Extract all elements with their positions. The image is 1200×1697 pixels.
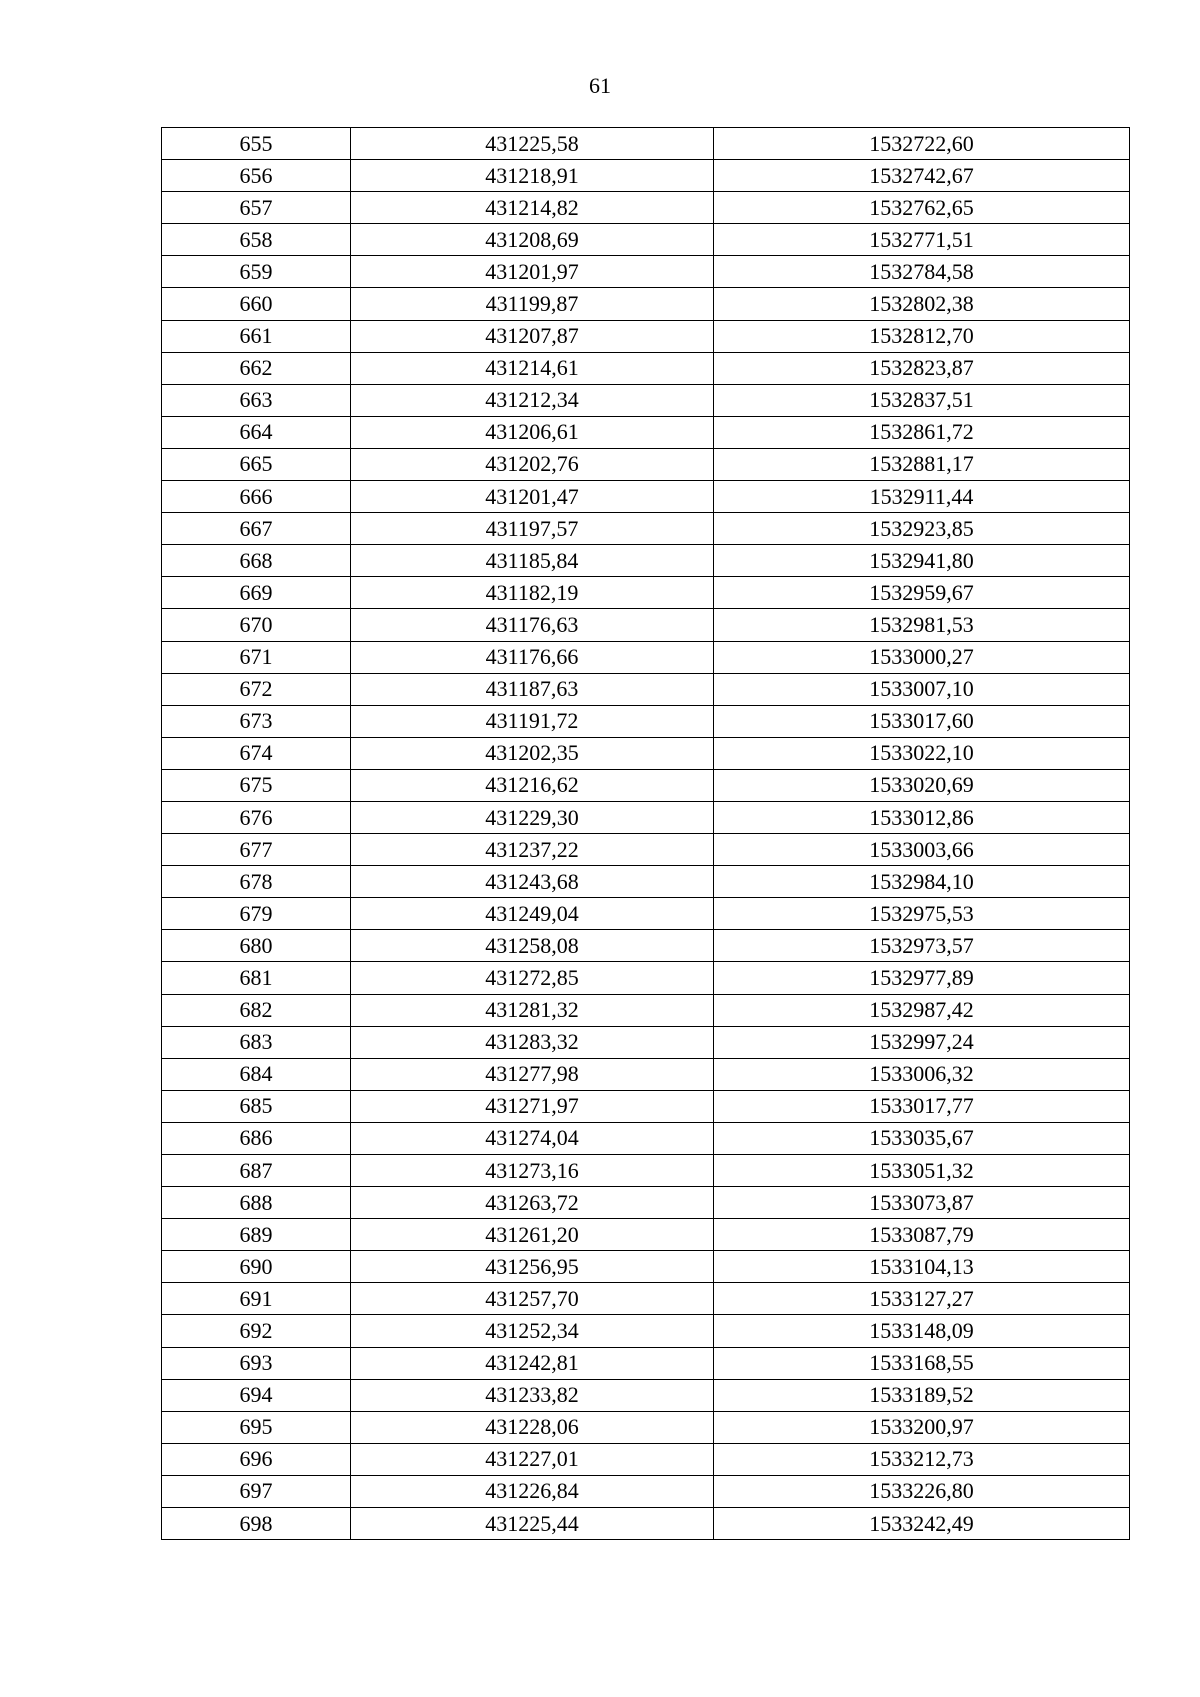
x-coordinate-cell: 431272,85 <box>351 962 714 994</box>
point-number-cell: 680 <box>162 930 351 962</box>
point-number-cell: 683 <box>162 1026 351 1058</box>
table-row <box>162 416 1130 448</box>
table-row <box>162 1379 1130 1411</box>
y-coordinate-cell: 1533200,97 <box>714 1411 1130 1443</box>
x-coordinate-cell: 431263,72 <box>351 1187 714 1219</box>
table-row <box>162 737 1130 769</box>
point-number-cell: 695 <box>162 1411 351 1443</box>
point-number-cell: 690 <box>162 1251 351 1283</box>
x-coordinate-cell: 431227,01 <box>351 1443 714 1475</box>
x-coordinate-cell: 431187,63 <box>351 673 714 705</box>
point-number-cell: 697 <box>162 1475 351 1507</box>
table-row <box>162 866 1130 898</box>
table-row <box>162 577 1130 609</box>
point-number-cell: 670 <box>162 609 351 641</box>
table-row <box>162 1443 1130 1475</box>
y-coordinate-cell: 1532911,44 <box>714 481 1130 513</box>
point-number-cell: 677 <box>162 834 351 866</box>
y-coordinate-cell: 1532742,67 <box>714 160 1130 192</box>
x-coordinate-cell: 431233,82 <box>351 1379 714 1411</box>
point-number-cell: 674 <box>162 737 351 769</box>
x-coordinate-cell: 431274,04 <box>351 1122 714 1154</box>
table-row <box>162 384 1130 416</box>
coordinates-table <box>161 127 1130 1540</box>
point-number-cell: 698 <box>162 1508 351 1540</box>
y-coordinate-cell: 1532997,24 <box>714 1026 1130 1058</box>
point-number-cell: 657 <box>162 192 351 224</box>
table-row <box>162 609 1130 641</box>
point-number-cell: 685 <box>162 1090 351 1122</box>
point-number-cell: 667 <box>162 513 351 545</box>
y-coordinate-cell: 1532881,17 <box>714 448 1130 480</box>
y-coordinate-cell: 1533087,79 <box>714 1219 1130 1251</box>
point-number-cell: 666 <box>162 481 351 513</box>
y-coordinate-cell: 1532837,51 <box>714 384 1130 416</box>
point-number-cell: 696 <box>162 1443 351 1475</box>
point-number-cell: 692 <box>162 1315 351 1347</box>
table-row <box>162 705 1130 737</box>
x-coordinate-cell: 431281,32 <box>351 994 714 1026</box>
coordinates-table-body <box>162 128 1130 1540</box>
table-row <box>162 801 1130 833</box>
point-number-cell: 686 <box>162 1122 351 1154</box>
table-row <box>162 769 1130 801</box>
table-row <box>162 1026 1130 1058</box>
x-coordinate-cell: 431229,30 <box>351 801 714 833</box>
x-coordinate-cell: 431218,91 <box>351 160 714 192</box>
table-row <box>162 160 1130 192</box>
y-coordinate-cell: 1532941,80 <box>714 545 1130 577</box>
table-row <box>162 288 1130 320</box>
y-coordinate-cell: 1533020,69 <box>714 769 1130 801</box>
point-number-cell: 656 <box>162 160 351 192</box>
y-coordinate-cell: 1533017,77 <box>714 1090 1130 1122</box>
point-number-cell: 678 <box>162 866 351 898</box>
point-number-cell: 684 <box>162 1058 351 1090</box>
y-coordinate-cell: 1532722,60 <box>714 128 1130 160</box>
table-row <box>162 1219 1130 1251</box>
table-row <box>162 513 1130 545</box>
x-coordinate-cell: 431243,68 <box>351 866 714 898</box>
table-row <box>162 1347 1130 1379</box>
x-coordinate-cell: 431202,76 <box>351 448 714 480</box>
table-row <box>162 1475 1130 1507</box>
table-row <box>162 545 1130 577</box>
table-row <box>162 673 1130 705</box>
table-row <box>162 641 1130 673</box>
point-number-cell: 664 <box>162 416 351 448</box>
x-coordinate-cell: 431252,34 <box>351 1315 714 1347</box>
y-coordinate-cell: 1533127,27 <box>714 1283 1130 1315</box>
y-coordinate-cell: 1532975,53 <box>714 898 1130 930</box>
x-coordinate-cell: 431273,16 <box>351 1155 714 1187</box>
table-row <box>162 320 1130 352</box>
y-coordinate-cell: 1532987,42 <box>714 994 1130 1026</box>
y-coordinate-cell: 1533000,27 <box>714 641 1130 673</box>
x-coordinate-cell: 431201,97 <box>351 256 714 288</box>
point-number-cell: 673 <box>162 705 351 737</box>
x-coordinate-cell: 431207,87 <box>351 320 714 352</box>
y-coordinate-cell: 1533212,73 <box>714 1443 1130 1475</box>
x-coordinate-cell: 431176,63 <box>351 609 714 641</box>
y-coordinate-cell: 1532771,51 <box>714 224 1130 256</box>
x-coordinate-cell: 431176,66 <box>351 641 714 673</box>
point-number-cell: 679 <box>162 898 351 930</box>
point-number-cell: 682 <box>162 994 351 1026</box>
y-coordinate-cell: 1532977,89 <box>714 962 1130 994</box>
table-row <box>162 994 1130 1026</box>
table-row <box>162 1251 1130 1283</box>
page-number: 61 <box>589 73 611 98</box>
y-coordinate-cell: 1533017,60 <box>714 705 1130 737</box>
x-coordinate-cell: 431277,98 <box>351 1058 714 1090</box>
x-coordinate-cell: 431182,19 <box>351 577 714 609</box>
table-row <box>162 128 1130 160</box>
x-coordinate-cell: 431212,34 <box>351 384 714 416</box>
point-number-cell: 671 <box>162 641 351 673</box>
y-coordinate-cell: 1533073,87 <box>714 1187 1130 1219</box>
x-coordinate-cell: 431225,58 <box>351 128 714 160</box>
table-row <box>162 481 1130 513</box>
table-row <box>162 448 1130 480</box>
y-coordinate-cell: 1533012,86 <box>714 801 1130 833</box>
point-number-cell: 675 <box>162 769 351 801</box>
table-row <box>162 962 1130 994</box>
point-number-cell: 672 <box>162 673 351 705</box>
point-number-cell: 662 <box>162 352 351 384</box>
y-coordinate-cell: 1532959,67 <box>714 577 1130 609</box>
table-row <box>162 1090 1130 1122</box>
x-coordinate-cell: 431199,87 <box>351 288 714 320</box>
x-coordinate-cell: 431249,04 <box>351 898 714 930</box>
y-coordinate-cell: 1533051,32 <box>714 1155 1130 1187</box>
y-coordinate-cell: 1532762,65 <box>714 192 1130 224</box>
y-coordinate-cell: 1533003,66 <box>714 834 1130 866</box>
point-number-cell: 661 <box>162 320 351 352</box>
x-coordinate-cell: 431225,44 <box>351 1508 714 1540</box>
x-coordinate-cell: 431258,08 <box>351 930 714 962</box>
x-coordinate-cell: 431185,84 <box>351 545 714 577</box>
table-row <box>162 1058 1130 1090</box>
table-row <box>162 1187 1130 1219</box>
y-coordinate-cell: 1533226,80 <box>714 1475 1130 1507</box>
table-row <box>162 1315 1130 1347</box>
y-coordinate-cell: 1532984,10 <box>714 866 1130 898</box>
y-coordinate-cell: 1533104,13 <box>714 1251 1130 1283</box>
y-coordinate-cell: 1532823,87 <box>714 352 1130 384</box>
x-coordinate-cell: 431283,32 <box>351 1026 714 1058</box>
y-coordinate-cell: 1532802,38 <box>714 288 1130 320</box>
table-row <box>162 224 1130 256</box>
y-coordinate-cell: 1532981,53 <box>714 609 1130 641</box>
x-coordinate-cell: 431202,35 <box>351 737 714 769</box>
y-coordinate-cell: 1533035,67 <box>714 1122 1130 1154</box>
x-coordinate-cell: 431214,82 <box>351 192 714 224</box>
point-number-cell: 693 <box>162 1347 351 1379</box>
y-coordinate-cell: 1532861,72 <box>714 416 1130 448</box>
x-coordinate-cell: 431216,62 <box>351 769 714 801</box>
table-row <box>162 898 1130 930</box>
x-coordinate-cell: 431242,81 <box>351 1347 714 1379</box>
point-number-cell: 691 <box>162 1283 351 1315</box>
table-row <box>162 930 1130 962</box>
x-coordinate-cell: 431208,69 <box>351 224 714 256</box>
point-number-cell: 681 <box>162 962 351 994</box>
x-coordinate-cell: 431191,72 <box>351 705 714 737</box>
y-coordinate-cell: 1532973,57 <box>714 930 1130 962</box>
y-coordinate-cell: 1533148,09 <box>714 1315 1130 1347</box>
table-row <box>162 1508 1130 1540</box>
table-row <box>162 1411 1130 1443</box>
point-number-cell: 687 <box>162 1155 351 1187</box>
x-coordinate-cell: 431201,47 <box>351 481 714 513</box>
table-row <box>162 1155 1130 1187</box>
point-number-cell: 665 <box>162 448 351 480</box>
x-coordinate-cell: 431206,61 <box>351 416 714 448</box>
point-number-cell: 663 <box>162 384 351 416</box>
y-coordinate-cell: 1533022,10 <box>714 737 1130 769</box>
x-coordinate-cell: 431228,06 <box>351 1411 714 1443</box>
point-number-cell: 694 <box>162 1379 351 1411</box>
table-row <box>162 1283 1130 1315</box>
point-number-cell: 676 <box>162 801 351 833</box>
y-coordinate-cell: 1533168,55 <box>714 1347 1130 1379</box>
x-coordinate-cell: 431237,22 <box>351 834 714 866</box>
y-coordinate-cell: 1533189,52 <box>714 1379 1130 1411</box>
point-number-cell: 668 <box>162 545 351 577</box>
point-number-cell: 688 <box>162 1187 351 1219</box>
point-number-cell: 655 <box>162 128 351 160</box>
point-number-cell: 660 <box>162 288 351 320</box>
x-coordinate-cell: 431271,97 <box>351 1090 714 1122</box>
x-coordinate-cell: 431256,95 <box>351 1251 714 1283</box>
point-number-cell: 669 <box>162 577 351 609</box>
x-coordinate-cell: 431226,84 <box>351 1475 714 1507</box>
point-number-cell: 659 <box>162 256 351 288</box>
y-coordinate-cell: 1532923,85 <box>714 513 1130 545</box>
table-row <box>162 1122 1130 1154</box>
y-coordinate-cell: 1532812,70 <box>714 320 1130 352</box>
table-row <box>162 352 1130 384</box>
x-coordinate-cell: 431214,61 <box>351 352 714 384</box>
x-coordinate-cell: 431261,20 <box>351 1219 714 1251</box>
x-coordinate-cell: 431197,57 <box>351 513 714 545</box>
table-row <box>162 192 1130 224</box>
y-coordinate-cell: 1532784,58 <box>714 256 1130 288</box>
x-coordinate-cell: 431257,70 <box>351 1283 714 1315</box>
table-row <box>162 834 1130 866</box>
table-row <box>162 256 1130 288</box>
point-number-cell: 658 <box>162 224 351 256</box>
y-coordinate-cell: 1533242,49 <box>714 1508 1130 1540</box>
y-coordinate-cell: 1533007,10 <box>714 673 1130 705</box>
y-coordinate-cell: 1533006,32 <box>714 1058 1130 1090</box>
point-number-cell: 689 <box>162 1219 351 1251</box>
